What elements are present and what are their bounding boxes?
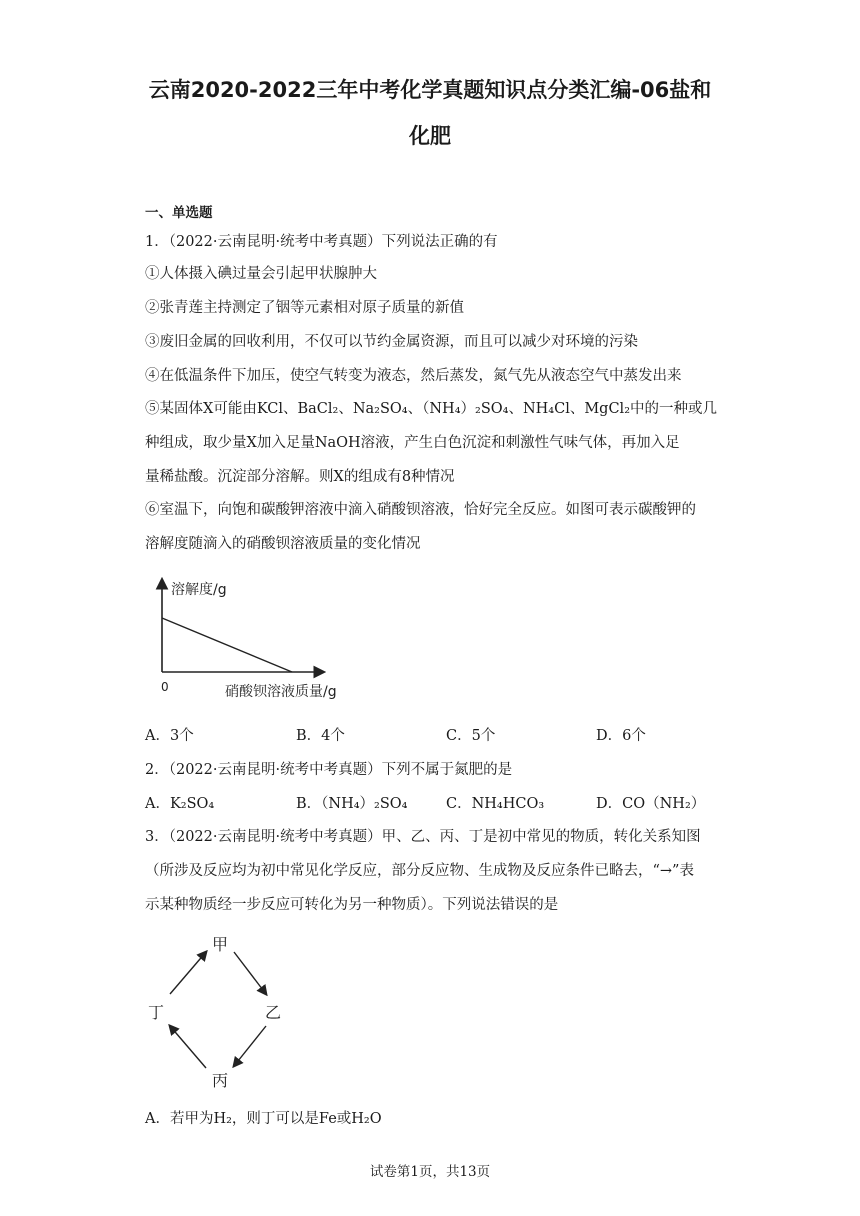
arrow-ding-to-jia	[170, 952, 206, 994]
q3-stem-line2: （所涉及反应均为初中常见化学反应，部分反应物、生成物及反应条件已略去，“→”表	[145, 863, 694, 879]
arrow-bing-to-ding	[170, 1026, 206, 1068]
diagram-node-yi: 乙	[264, 1003, 282, 1022]
arrow-jia-to-yi	[234, 952, 266, 994]
q1-option-b: B．4个	[296, 728, 345, 744]
arrow-yi-to-bing	[234, 1026, 266, 1066]
q3-stem-line1: 3．（2022·云南昆明·统考中考真题）甲、乙、丙、丁是初中常见的物质，转化关系知图	[145, 829, 701, 845]
document-title-line2: 化肥	[409, 124, 451, 148]
q1-option-c: C．5个	[446, 728, 496, 744]
q1-option-a: A．3个	[145, 728, 194, 744]
q1-statement-6-line1: ⑥室温下，向饱和碳酸钾溶液中滴入硝酸钡溶液，恰好完全反应。如图可表示碳酸钾的	[145, 502, 696, 518]
q1-statement-2: ②张青莲主持测定了铟等元素相对原子质量的新值	[145, 300, 464, 316]
diagram-node-ding: 丁	[147, 1003, 165, 1022]
q3-stem-line3: 示某种物质经一步反应可转化为另一种物质）。下列说法错误的是	[145, 897, 559, 913]
q2-option-c: C．NH₄HCO₃	[446, 796, 545, 812]
q1-statement-3: ③废旧金属的回收利用，不仅可以节约金属资源，而且可以减少对环境的污染	[145, 334, 638, 350]
chart-x-label: 硝酸钡溶液质量/g	[225, 684, 337, 700]
section-heading: 一、单选题	[145, 205, 213, 221]
q1-statement-4: ④在低温条件下加压，使空气转变为液态，然后蒸发，氮气先从液态空气中蒸发出来	[145, 368, 682, 384]
q3-option-a: A．若甲为H₂，则丁可以是Fe或H₂O	[145, 1111, 382, 1127]
q1-stem: 1．（2022·云南昆明·统考中考真题）下列说法正确的有	[145, 234, 498, 250]
chart-origin-label: 0	[161, 680, 169, 694]
q1-option-d: D．6个	[596, 728, 646, 744]
document-title-line1: 云南2020-2022三年中考化学真题知识点分类汇编-06盐和	[148, 78, 712, 102]
q1-statement-6-line2: 溶解度随滴入的硝酸钡溶液质量的变化情况	[145, 536, 421, 552]
q2-stem: 2．（2022·云南昆明·统考中考真题）下列不属于氮肥的是	[145, 762, 513, 778]
chart-y-label: 溶解度/g	[171, 582, 227, 598]
q2-option-b: B．（NH₄）₂SO₄	[296, 796, 408, 812]
page-footer: 试卷第1页，共13页	[369, 1164, 491, 1180]
q1-statement-5-line2: 种组成，取少量X加入足量NaOH溶液，产生白色沉淀和刺激性气味气体，再加入足	[145, 435, 680, 451]
diagram-node-jia: 甲	[211, 935, 229, 954]
solubility-chart	[145, 570, 375, 710]
q2-option-a: A．K₂SO₄	[145, 796, 215, 812]
q1-statement-5-line3: 量稀盐酸。沉淀部分溶解。则X的组成有8种情况	[145, 469, 455, 485]
q2-option-d: D．CO（NH₂）	[596, 796, 706, 812]
chart-series-line	[162, 618, 292, 672]
conversion-diagram	[140, 928, 300, 1098]
diagram-node-bing: 丙	[211, 1071, 229, 1090]
q1-statement-5-line1: ⑤某固体X可能由KCl、BaCl₂、Na₂SO₄、（NH₄）₂SO₄、NH₄Cl、MgCl₂中的一种或几	[145, 401, 718, 417]
q1-statement-1: ①人体摄入碘过量会引起甲状腺肿大	[145, 266, 377, 282]
